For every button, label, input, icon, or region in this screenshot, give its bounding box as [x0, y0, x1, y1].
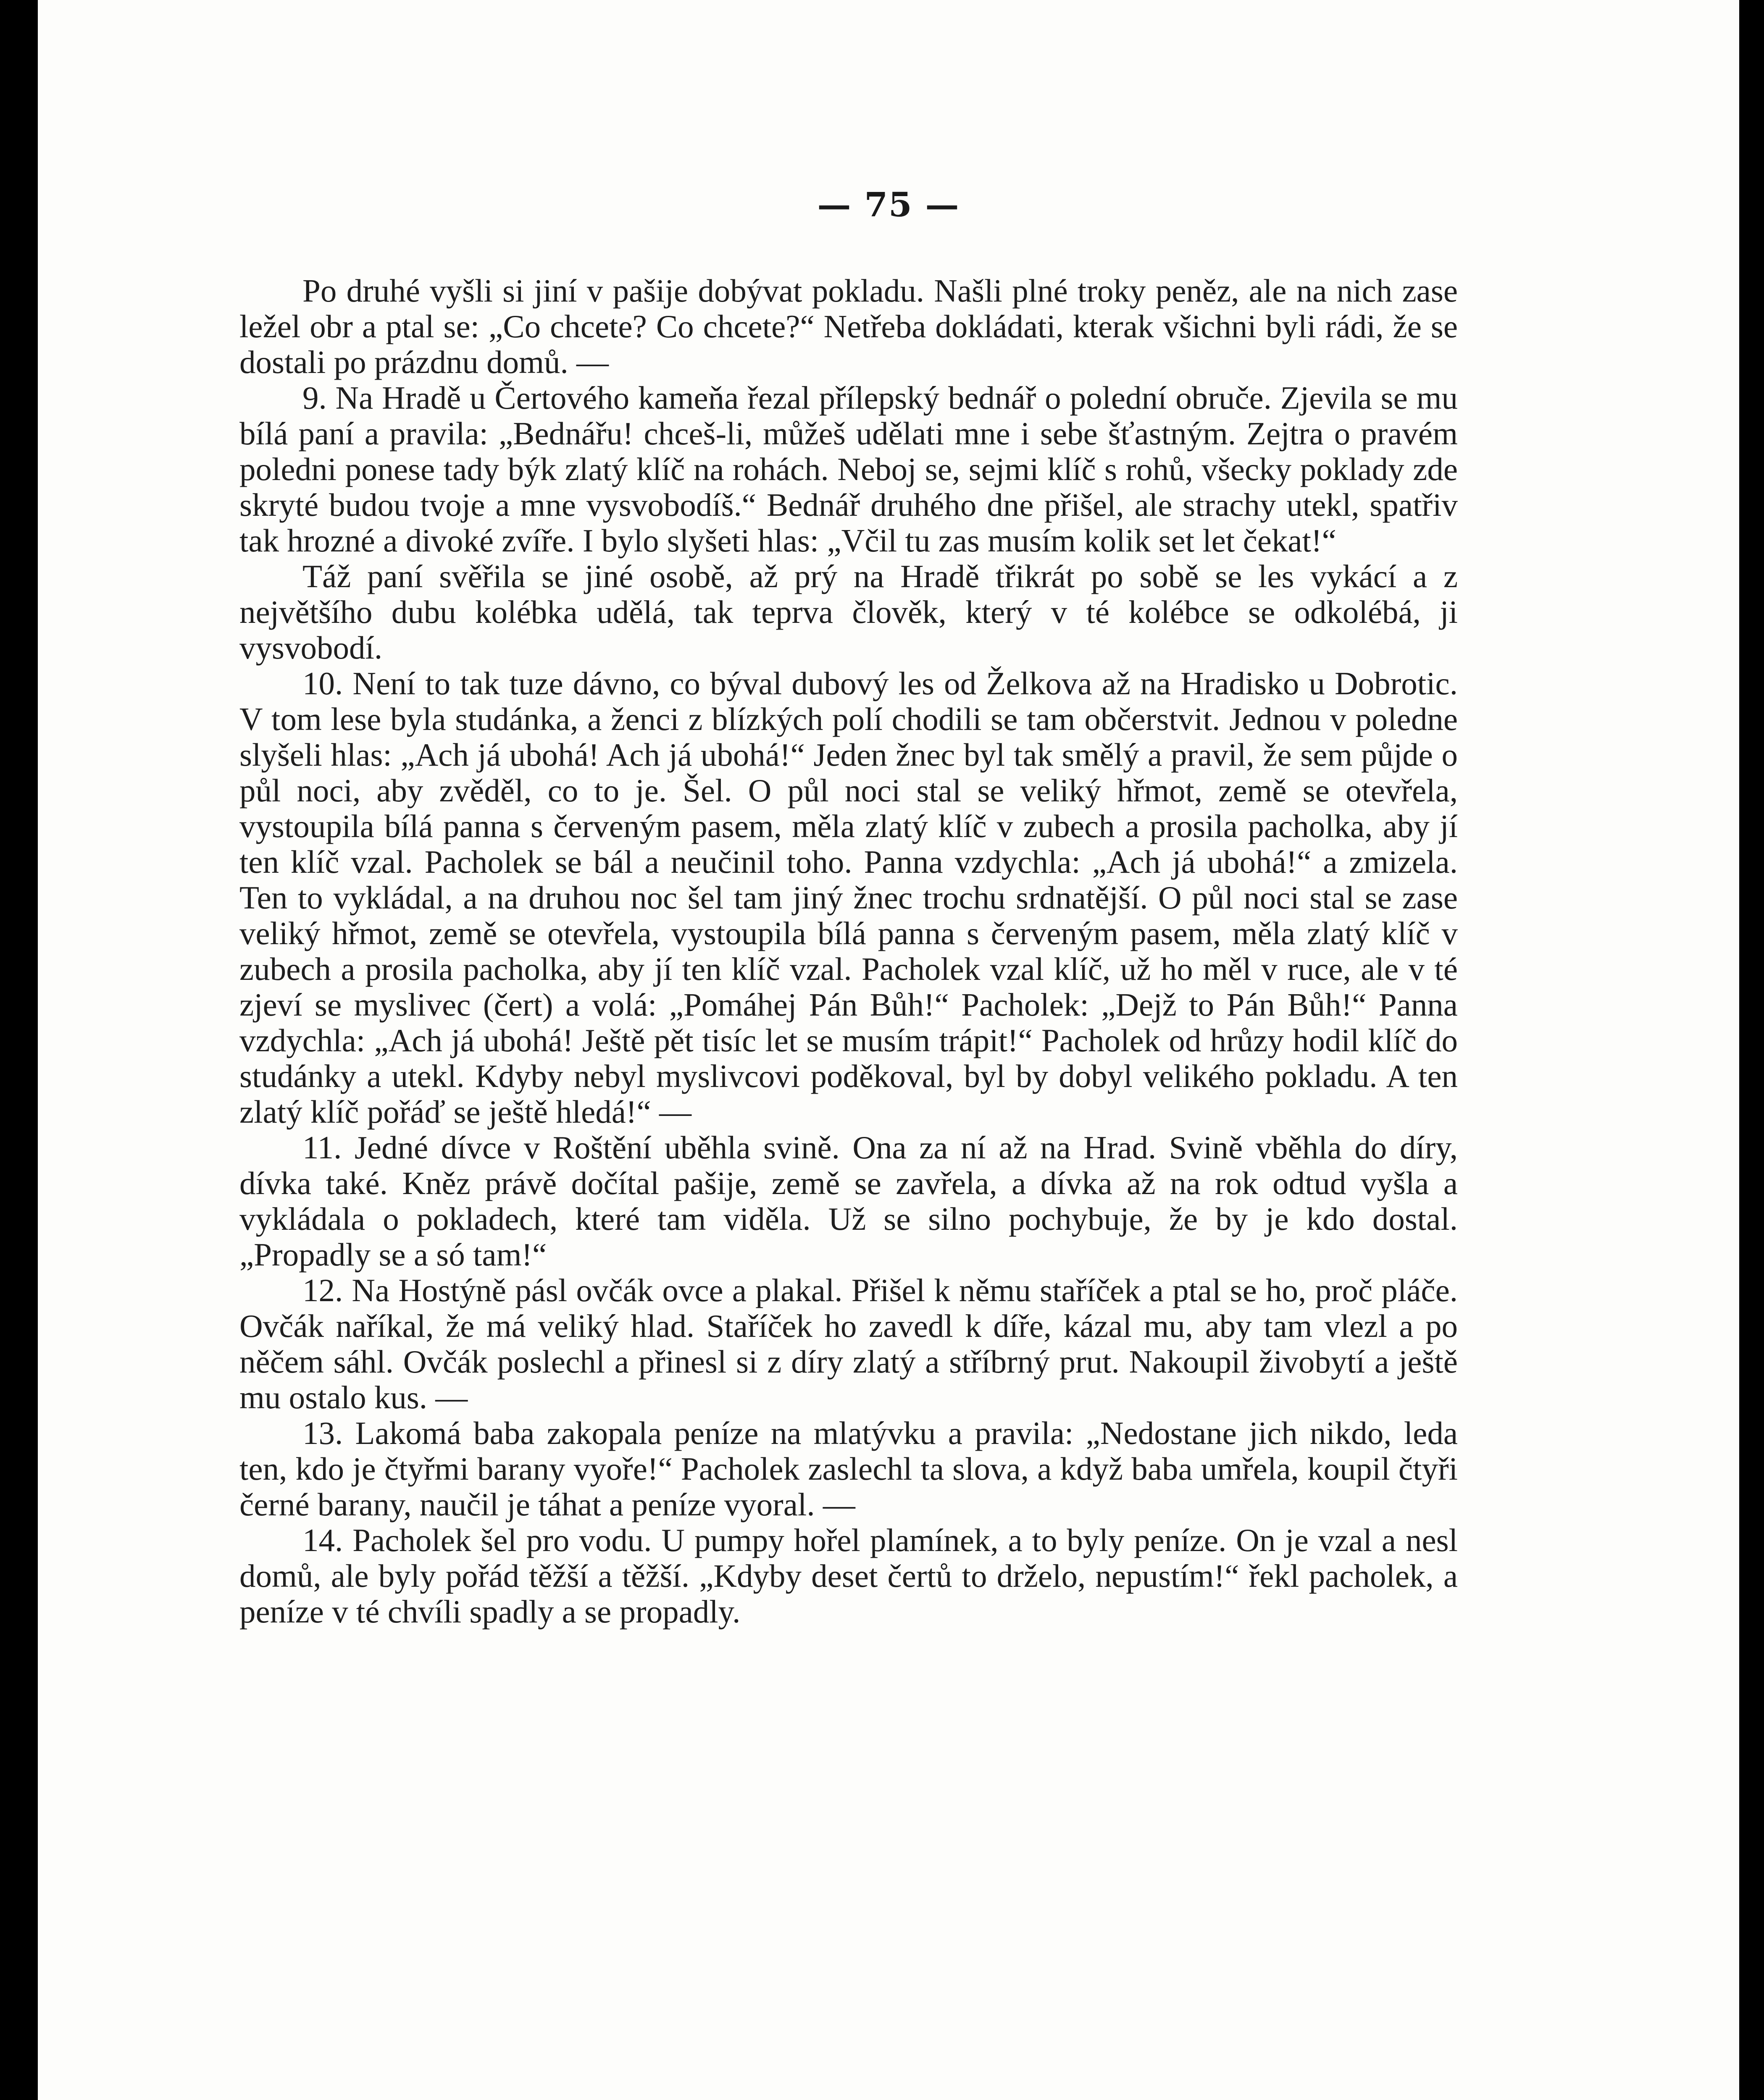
paragraph-10: 10. Není to tak tuze dávno, co býval dubový les od Želkova až na Hradisko u Dobrotic. V tom lese byla studánka, a ženci z blízkých polí chodili se tam občerstvit. Jednou v poledne slyšeli hlas: „Ach já ubohá! Ach já ubohá!“ Jeden žnec byl tak smělý a pravil, že sem půjde o půl noci, aby zvěděl, co to je. Šel. O půl noci stal se veliký hřmot, země se otevřela, vystoupila bílá panna s červeným pasem, měla zlatý klíč v zubech a prosila pacholka, aby jí ten klíč vzal. Pacholek se bál a neučinil toho. Panna vzdychla: „Ach já ubohá!“ a zmizela. Ten to vykládal, a na druhou noc šel tam jiný žnec trochu srdnatější. O půl noci stal se zase veliký hřmot, země se otevřela, vystoupila bílá panna s červeným pasem, měla zlatý klíč v zubech a prosila pacholka, aby jí ten klíč vzal. Pacholek vzal klíč, už ho měl v ruce, ale v té zjeví se myslivec (čert) a volá: „Pomáhej Pán Bůh!“ Pacholek: „Dejž to Pán Bůh!“ Panna vzdychla: „Ach já ubohá! Ještě pět tisíc let se musím trápit!“ Pacholek od hrůzy hodil klíč do studánky a utekl. Kdyby nebyl myslivcovi poděkoval, byl by dobyl velikého pokladu. A ten zlatý klíč pořáď se ještě hledá!“ —	[239, 665, 1458, 1130]
paragraph: Po druhé vyšli si jiní v pašije dobývat pokladu. Našli plné troky peněz, ale na nich zase ležel obr a ptal se: „Co chcete? Co chcete?“ Netřeba dokládati, kterak všichni byli rádi, že se dostali po prázdnu domů. —	[239, 273, 1458, 380]
book-page	[38, 0, 1739, 2100]
paragraph-12: 12. Na Hostýně pásl ovčák ovce a plakal. Přišel k němu staříček a ptal se ho, proč pláče. Ovčák naříkal, že má veliký hlad. Staříček ho zavedl k díře, kázal mu, aby tam vlezl a po něčem sáhl. Ovčák poslechl a přinesl si z díry zlatý a stříbrný prut. Nakoupil živobytí a ještě mu ostalo kus. —	[239, 1272, 1458, 1415]
page-number: — 75 —	[817, 185, 960, 224]
paragraph-9: 9. Na Hradě u Čertového kameňa řezal přílepský bednář o polední obruče. Zjevila se mu bílá paní a pravila: „Bednářu! chceš-li, můžeš udělati mne i sebe šťastným. Zejtra o pravém poledni ponese tady býk zlatý klíč na rohách. Neboj se, sejmi klíč s rohů, všecky poklady zde skryté budou tvoje a mne vysvobodíš.“ Bednář druhého dne přišel, ale strachy utekl, spatřiv tak hrozné a divoké zvíře. I bylo slyšeti hlas: „Včil tu zas musím kolik set let čekat!“	[239, 380, 1458, 559]
body-text	[239, 273, 1458, 1630]
paragraph-13: 13. Lakomá baba zakopala peníze na mlatývku a pravila: „Nedostane jich nikdo, leda ten, kdo je čtyřmi barany vyoře!“ Pacholek zaslechl ta slova, a když baba umřela, koupil čtyři černé barany, naučil je táhat a peníze vyoral. —	[239, 1415, 1458, 1522]
paragraph-14: 14. Pacholek šel pro vodu. U pumpy hořel plamínek, a to byly peníze. On je vzal a nesl domů, ale byly pořád těžší a těžší. „Kdyby deset čertů to drželo, nepustím!“ řekl pacholek, a peníze v té chvíli spadly a se propadly.	[239, 1522, 1458, 1630]
paragraph-9-continued: Táž paní svěřila se jiné osobě, až prý na Hradě třikrát po sobě se les vykácí a z největšího dubu kolébka udělá, tak teprva člověk, který v té kolébce se odkolébá, ji vysvobodí.	[239, 558, 1458, 666]
paragraph-11: 11. Jedné dívce v Roštění uběhla svině. Ona za ní až na Hrad. Svině vběhla do díry, dívka také. Kněz právě dočítal pašije, země se zavřela, a dívka až na rok odtud vyšla a vykládala o pokladech, které tam viděla. Už se silno pochybuje, že by je kdo dostal. „Propadly se a só tam!“	[239, 1129, 1458, 1273]
